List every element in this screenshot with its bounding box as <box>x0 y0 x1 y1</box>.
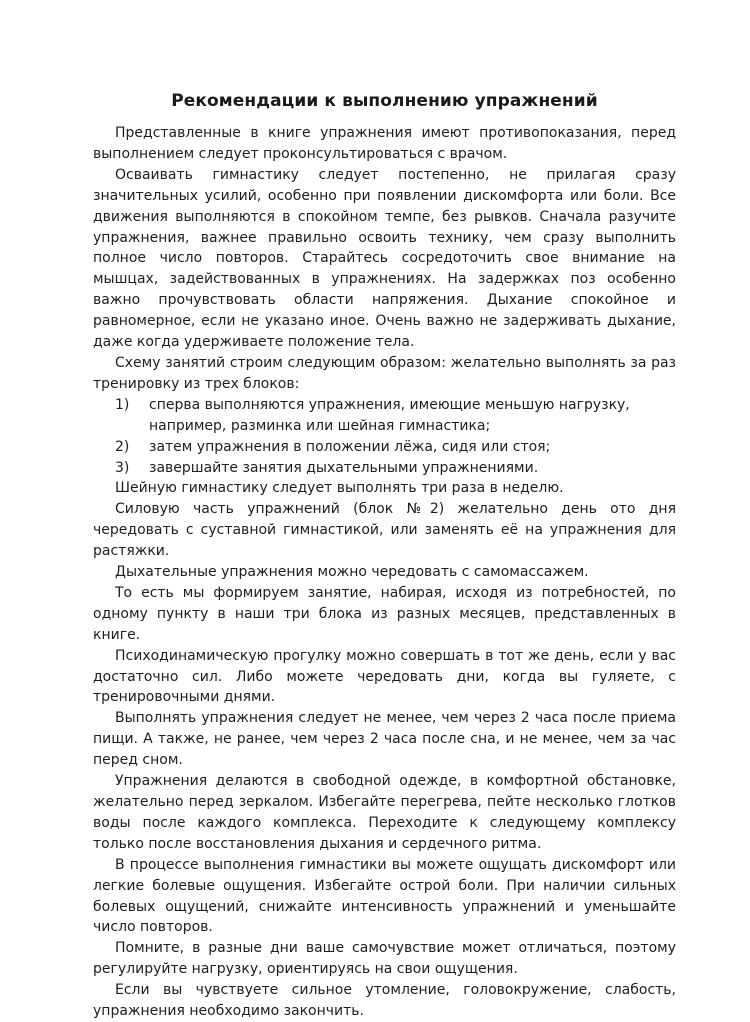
training-blocks-list <box>93 395 676 479</box>
paragraph-discomfort: В процессе выполнения гимнастики вы можете ощущать дискомфорт или легкие болевые ощущения. Избегайте острой боли. При наличии сильных болевых ощущений, снижайте интенсивность упражнений и уменьшайте число повторов. <box>93 856 676 936</box>
page-title: Рекомендации к выполнению упражнений <box>171 91 598 111</box>
list-marker: 1) <box>115 396 130 413</box>
paragraph-scheme: Схему занятий строим следующим образом: желательно выполнять за раз тренировку из трех блоков: <box>93 354 676 392</box>
paragraph-breathing: Дыхательные упражнения можно чередовать с самомассажем. <box>115 564 589 581</box>
paragraph-timing: Выполнять упражнения следует не менее, чем через 2 часа после приема пищи. А также, не ранее, чем через 2 часа после сна, и не менее, чем за час перед сном. <box>93 710 676 769</box>
list-item <box>93 395 676 437</box>
list-item-text: завершайте занятия дыхательными упражнениями. <box>149 459 539 476</box>
list-item <box>93 437 676 458</box>
paragraph-neck-gymnastics: Шейную гимнастику следует выполнять три раза в неделю. <box>115 480 564 497</box>
paragraph-walk: Психодинамическую прогулку можно совершать в тот же день, если у вас достаточно сил. Либо можете чередовать дни, когда вы гуляете, с тренировочными днями. <box>93 647 676 706</box>
list-item <box>93 458 676 479</box>
document-page <box>93 88 676 1022</box>
paragraph-forming-session: То есть мы формируем занятие, набирая, исходя из потребностей, по одному пункту в наши три блока из разных месяцев, представленных в книге. <box>93 584 676 643</box>
paragraph-technique: Осваивать гимнастику следует постепенно, не прилагая сразу значительных усилий, особенно при появлении дискомфорта или боли. Все движения выполняются в спокойном темпе, без рывков. Сначала разучите упражнения, важнее правильно освоить технику, чем сразу выполнить полное число повторов. Старайтесь сосредоточить свое внимание на мышцах, задействованных в упражнениях. На задержках поз особенно важно прочувствовать области напряжения. Дыхание спокойное и равномерное, если не указано иное. Очень важно не задерживать дыхание, даже когда удерживаете положение тела. <box>93 166 676 351</box>
list-marker: 2) <box>115 438 130 455</box>
paragraph-contraindications: Представленные в книге упражнения имеют противопоказания, перед выполнением следует проконсультироваться с врачом. <box>93 125 676 162</box>
list-marker: 3) <box>115 459 130 476</box>
paragraph-strength-block: Силовую часть упражнений (блок №2) желательно день ото дня чередовать с суставной гимнастикой, или заменять её на упражнения для растяжки. <box>93 501 676 560</box>
list-item-text: затем упражнения в положении лёжа, сидя или стоя; <box>149 438 551 455</box>
paragraph-wellbeing: Помните, в разные дни ваше самочувствие может отличаться, поэтому регулируйте нагрузку, ориентируясь на свои ощущения. <box>93 940 676 978</box>
paragraph-clothing: Упражнения делаются в свободной одежде, в комфортной обстановке, желательно перед зеркалом. Избегайте перегрева, пейте несколько глотков воды после каждого комплекса. Переходите к следующему комплексу только после восстановления дыхания и сердечного ритма. <box>93 773 676 852</box>
paragraph-fatigue: Если вы чувствуете сильное утомление, головокружение, слабость, упражнения необходимо закончить. <box>93 982 676 1020</box>
list-item-text: сперва выполняются упражнения, имеющие меньшую нагрузку, например, разминка или шейная гимнастика; <box>149 396 630 434</box>
